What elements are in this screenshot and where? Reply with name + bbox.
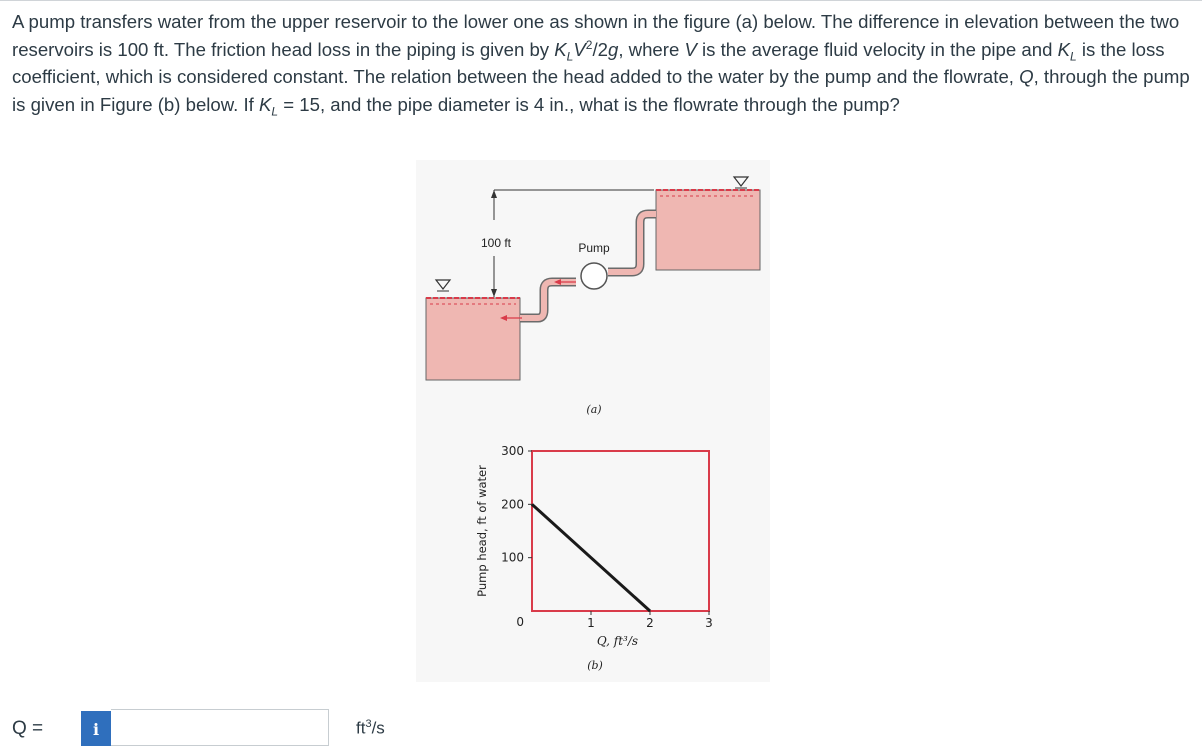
figure-panel [416,160,770,682]
pump-system-diagram [426,177,760,416]
x-axis-label: Q, ft³/s [596,634,639,648]
problem-statement: A pump transfers water from the upper reservoir to the lower one as shown in the figure (a) below. The difference in elevation between the two reservoirs is 100 ft. The friction head loss in the piping is given by $K_LV^2/2g$, where V is the average fluid velocity in the pipe and $K_L$ is the loss coefficient, which is considered constant. The relation between the head added to the water by the pump and the flowrate, Q, through the pump is given in Figure (b) below. If $K_L = 15$, and the pipe diameter is 4 in., what is the flowrate through the pump? [12,11,1190,119]
figure-svg [416,160,770,682]
y-tick-label: 100 [501,550,524,565]
pump-icon [581,263,607,289]
elevation-label: 100 ft [480,236,512,250]
water-level-marker-upper [734,177,748,186]
series-line [532,504,650,611]
flowrate-answer-input[interactable] [111,709,329,746]
y-tick-label: 0 [516,615,524,629]
answer-label: Q = [12,718,44,739]
y-tick-label: 300 [501,444,524,458]
info-icon[interactable]: i [81,711,111,746]
x-tick-label: 1 [587,616,595,630]
answer-row [0,704,1202,742]
pipe-upper-section [608,214,656,272]
upper-reservoir [656,190,760,270]
y-tick-label: 200 [501,497,524,512]
x-tick-label: 2 [646,616,654,630]
lower-reservoir [426,298,520,380]
y-axis-label: Pump head, ft of water [475,465,489,597]
pump-label: Pump [578,241,610,255]
figure-b-caption: (b) [587,659,603,672]
chart-frame [532,451,709,611]
pipe-lower-section [520,282,576,318]
x-tick-label: 3 [705,616,713,630]
answer-unit: $ft^3/s$ [356,718,385,738]
pump-curve-chart [475,444,713,672]
top-divider [0,0,1202,1]
figure-a-caption: (a) [586,403,602,416]
water-level-marker-lower [436,280,450,289]
